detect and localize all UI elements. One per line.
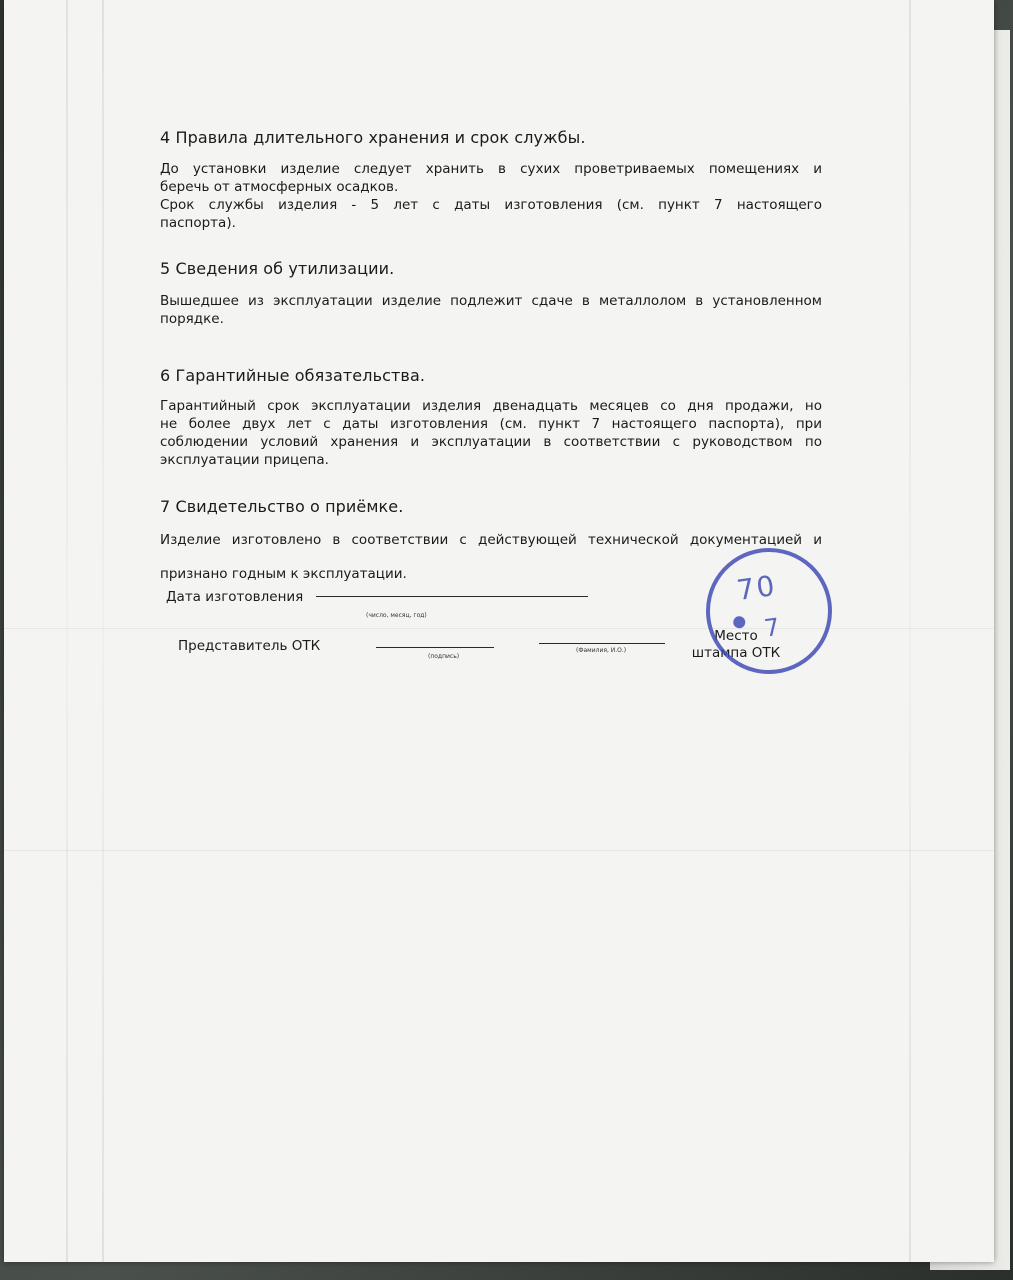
name-caption: (Фамилия, И.О.): [576, 647, 627, 654]
section-6-title: 6 Гарантийные обязательства.: [160, 366, 426, 385]
paper-crease: [66, 0, 68, 1262]
manufacture-date-label: Дата изготовления: [166, 589, 304, 605]
stamp-dot: [732, 615, 746, 629]
paper-crease: [909, 0, 911, 1262]
stamp-place-label: Место штампа ОТК: [691, 628, 781, 661]
section-5-line: порядке.: [160, 311, 224, 327]
name-line: [539, 643, 665, 644]
manufacture-date-line: [316, 596, 588, 597]
section-6-text: [160, 397, 822, 469]
section-6-line: Гарантийный срок эксплуатации изделия двенадцать месяцев со дня продажи, но: [160, 398, 822, 414]
section-7-line: признано годным к эксплуатации.: [160, 566, 407, 582]
section-5-text: [160, 292, 822, 328]
paper-crease: [102, 0, 104, 1262]
paper-crease: [4, 850, 994, 851]
section-6-line: не более двух лет с даты изготовления (см. пункт 7 настоящего паспорта), при: [160, 416, 822, 432]
stamp-number: 70: [734, 568, 779, 608]
section-5-title: 5 Сведения об утилизации.: [160, 259, 395, 278]
section-6-line: эксплуатации прицепа.: [160, 452, 329, 468]
stamp-mark: 7: [762, 612, 782, 643]
section-4-line: До установки изделие следует хранить в сухих проветриваемых помещениях и: [160, 161, 822, 177]
paper-crease: [4, 628, 994, 629]
document-page: [4, 0, 994, 1262]
section-7-line: Изделие изготовлено в соответствии с действующей технической документацией и: [160, 532, 822, 548]
manufacture-date-caption: (число, месяц, год): [366, 612, 427, 619]
section-4-line: беречь от атмосферных осадков.: [160, 179, 399, 195]
section-4-title: 4 Правила длительного хранения и срок службы.: [160, 128, 586, 147]
section-4-line: паспорта).: [160, 215, 236, 231]
signature-caption: (подпись): [428, 653, 460, 660]
section-4-text: [160, 160, 822, 232]
section-4-line: Срок службы изделия - 5 лет с даты изготовления (см. пункт 7 настоящего: [160, 197, 822, 213]
section-5-line: Вышедшее из эксплуатации изделие подлежит сдаче в металлолом в установленном: [160, 293, 822, 309]
section-7-title: 7 Свидетельство о приёмке.: [160, 497, 404, 516]
signature-line: [376, 647, 494, 648]
otk-representative-label: Представитель ОТК: [178, 638, 321, 654]
section-6-line: соблюдении условий хранения и эксплуатации в соответствии с руководством по: [160, 434, 822, 450]
